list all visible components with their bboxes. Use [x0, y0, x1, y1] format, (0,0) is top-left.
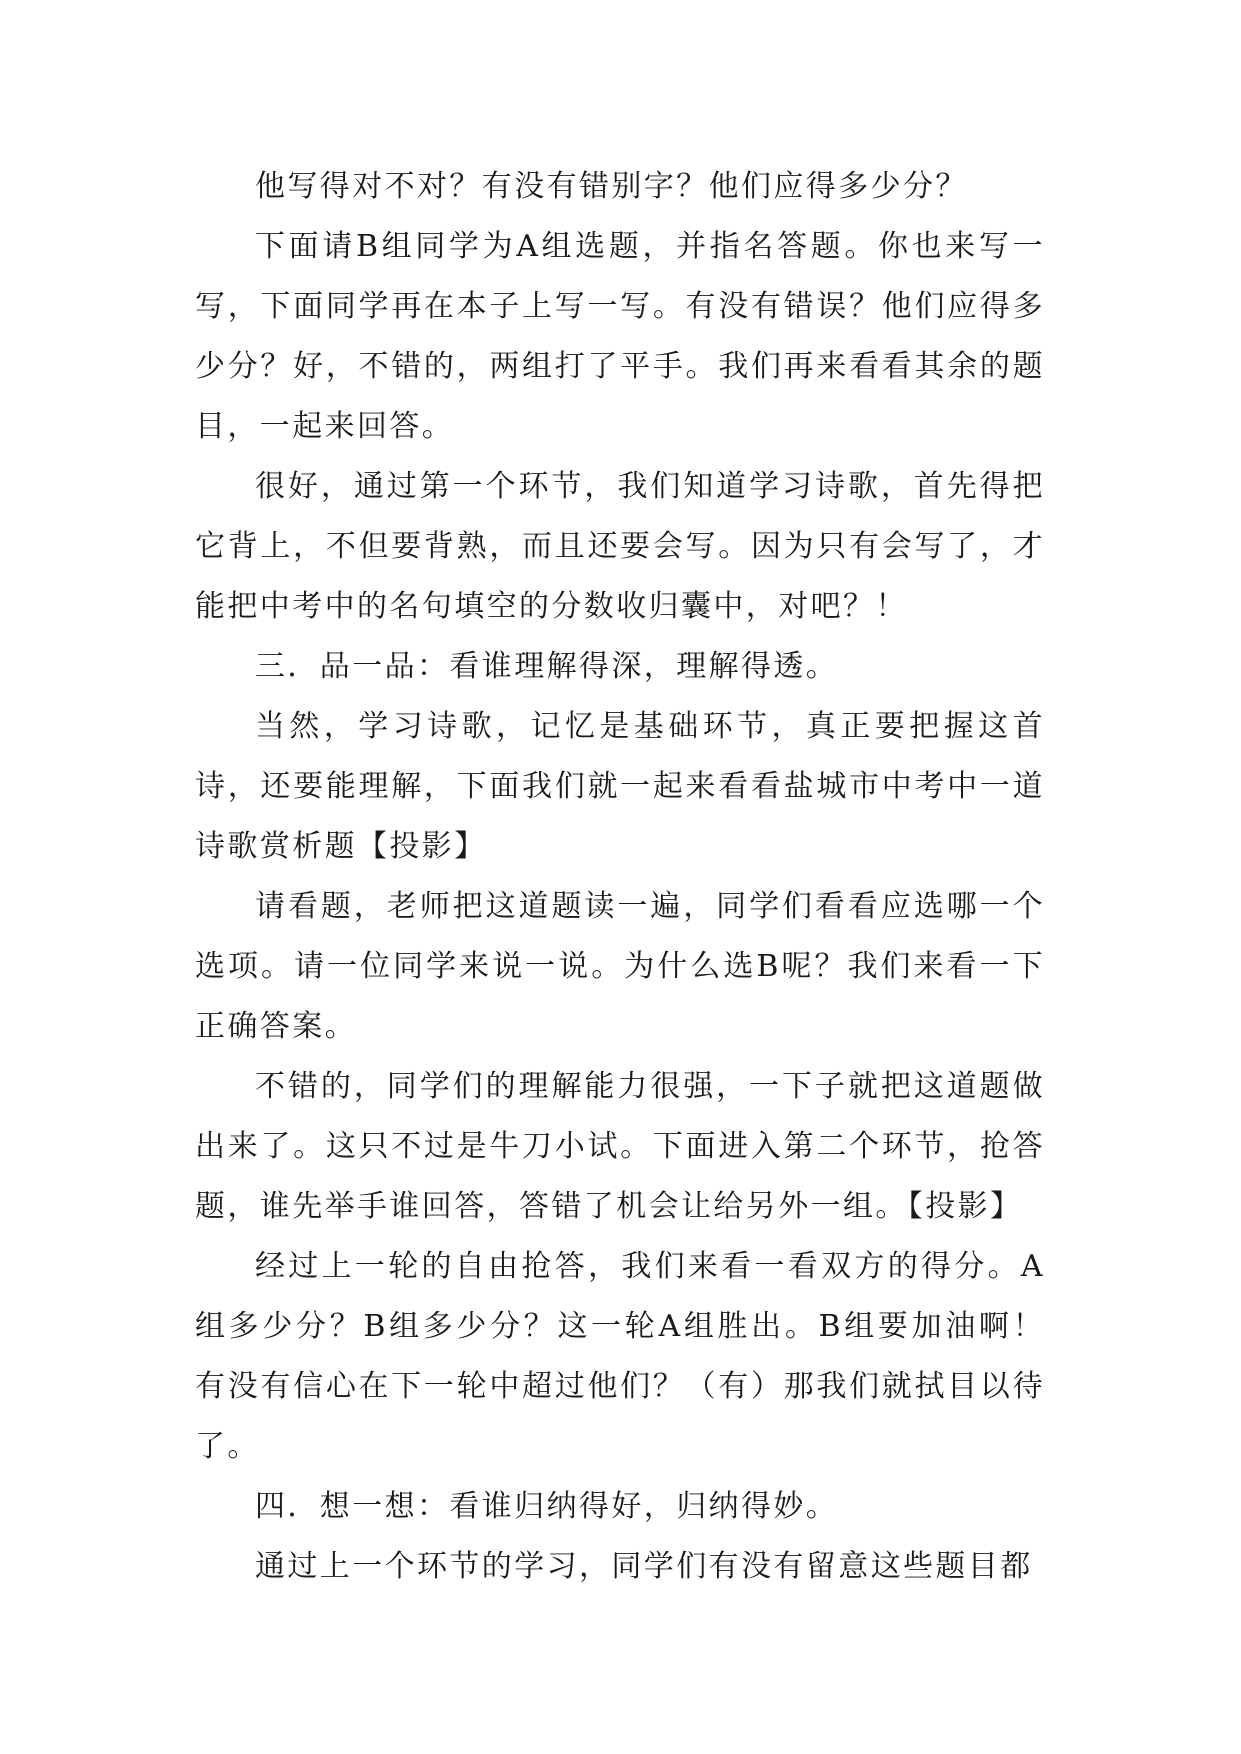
paragraph-3: 很好，通过第一个环节，我们知道学习诗歌，首先得把它背上，不但要背熟，而且还要会写。因为只有会写了，才能把中考中的名句填空的分数收归囊中，对吧？！	[195, 469, 1045, 624]
section-heading-3: 三．品一品：看谁理解得深，理解得透。	[255, 649, 839, 684]
paragraph-7: 经过上一轮的自由抢答，我们来看一看双方的得分。A组多少分？B组多少分？这一轮A组胜出。B组要加油啊！有没有信心在下一轮中超过他们？（有）那我们就拭目以待了。	[195, 1249, 1045, 1464]
paragraph-4: 当然，学习诗歌，记忆是基础环节，真正要把握这首诗，还要能理解，下面我们就一起来看看盐城市中考中一道诗歌赏析题【投影】	[195, 709, 1045, 864]
paragraph-5: 请看题，老师把这道题读一遍，同学们看看应选哪一个选项。请一位同学来说一说。为什么选B呢？我们来看一下正确答案。	[195, 889, 1045, 1044]
section-heading-4: 四．想一想：看谁归纳得好，归纳得妙。	[255, 1489, 839, 1524]
paragraph-8: 通过上一个环节的学习，同学们有没有留意这些题目都	[255, 1549, 1033, 1584]
paragraph-6: 不错的，同学们的理解能力很强，一下子就把这道题做出来了。这只不过是牛刀小试。下面进入第二个环节，抢答题，谁先举手谁回答，答错了机会让给另外一组。【投影】	[195, 1069, 1045, 1224]
paragraph-1: 他写得对不对？有没有错别字？他们应得多少分？	[255, 169, 968, 204]
document-body	[195, 157, 1045, 1597]
paragraph-2: 下面请B组同学为A组选题，并指名答题。你也来写一写，下面同学再在本子上写一写。有没有错误？他们应得多少分？好，不错的，两组打了平手。我们再来看看其余的题目，一起来回答。	[195, 229, 1045, 444]
